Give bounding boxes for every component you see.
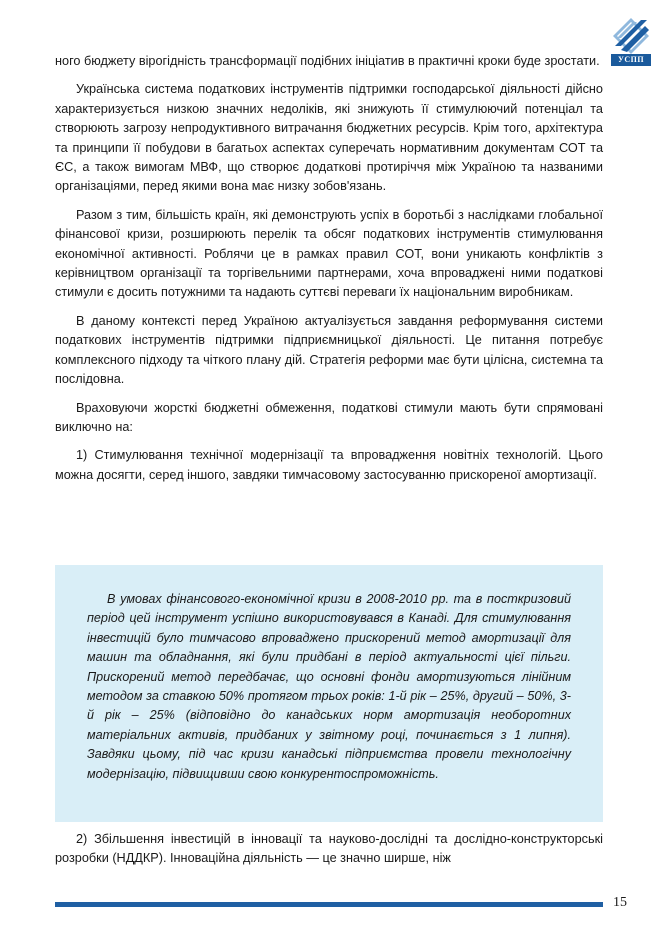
paragraph-3: Разом з тим, більшість країн, які демонструють успіх в боротьбі з наслідками глобальної фінансової кризи, розширюють перелік та обсяг податкових інструментів стимулювання економічної активності. Роблячи це в рамках правил СОТ, вони уникають конфліктів з керівництвом організації та торгівельними партнерами, хоча впроваджені ними податкові стимули є досить потужними та надають суттєві переваги їх національним виробникам.: [55, 207, 603, 300]
page-number: 15: [613, 895, 627, 910]
logo-label: УСПП: [611, 54, 651, 66]
continued-text: [55, 830, 603, 869]
paragraph-7: 2) Збільшення інвестицій в інновації та науково-дослідні та дослідно-конструкторські розробки (НДДКР). Інноваційна діяльність — це значно ширше, ніж: [55, 832, 603, 866]
paragraph-2: Українська система податкових інструментів підтримки господарської діяльності дійсно характеризується низкою значних недоліків, які знижують її стимулюючий потенціал та створюють загрозу непродуктивного витрачання бюджетних ресурсів. Крім того, архітектура та принципи її побудови в багатьох аспектах суперечать нормативним документам СОТ та ЄС, а також вимогам МВФ, що створює додаткові протиріччя між Україною та названими організаціями, перед якими вона має низку зобов'язань.: [55, 82, 603, 194]
uspp-emblem-icon: [611, 16, 651, 56]
main-text: [55, 52, 603, 485]
canada-example-callout: [55, 565, 603, 822]
uspp-logo: [611, 16, 651, 68]
footer-rule: [55, 902, 603, 907]
paragraph-1: ного бюджету вірогідність трансформації подібних ініціатив в практичні кроки буде зростати.: [55, 54, 600, 68]
callout-text: В умовах фінансового-економічної кризи в 2008-2010 рр. та в посткризовий період цей інструмент успішно використовувався в Канаді. Для стимулювання інвестицій було тимчасово впроваджено прискорений метод амортизації для машин та обладнання, які були придбані в період актуальності цієї пільги. Прискорений метод передбачає, що основні фонди амортизуються лінійним методом за ставкою 50% протягом трьох років: 1-й рік – 25%, другий – 50%, 3-й рік – 25% (відповідно до канадських норм амортизація необоротних матеріальних активів, придбаних у звітному році, починається з 1 липня). Завдяки цьому, під час кризи канадські підприємства провели технологічну модернізацію, підвищивши свою конкурентоспроможність.: [87, 592, 571, 781]
paragraph-5: Враховуючи жорсткі бюджетні обмеження, податкові стимули мають бути спрямовані виключно на:: [55, 400, 603, 434]
paragraph-4: В даному контексті перед Україною актуалізується завдання реформування системи податкових інструментів підтримки підприємницької діяльності. Це питання потребує комплексного підходу та чіткого плану дій. Стратегія реформи має бути цілісна, системна та послідовна.: [55, 313, 603, 387]
paragraph-6: 1) Стимулювання технічної модернізації та впровадження новітніх технологій. Цього можна досягти, серед іншого, завдяки тимчасовому застосуванню прискореної амортизації.: [55, 448, 603, 482]
